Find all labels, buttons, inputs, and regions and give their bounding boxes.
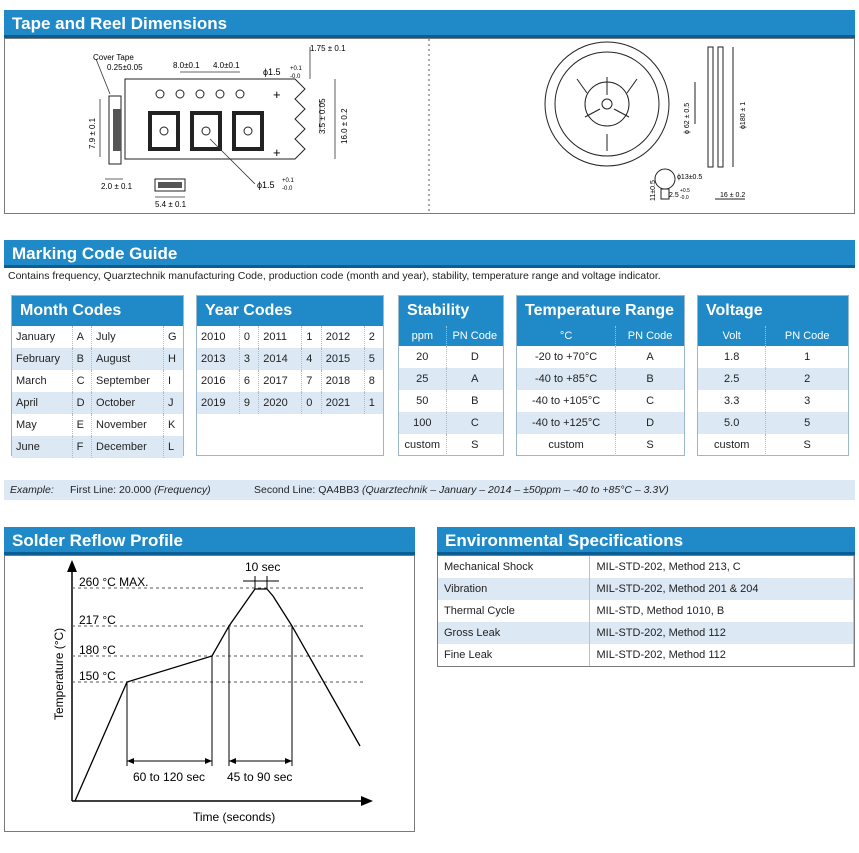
example-first: First Line: 20.000 [70,484,152,496]
table-cell: -40 to +105°C [517,390,616,412]
example-first-note: (Frequency) [154,484,211,496]
table-cell: MIL-STD-202, Method 213, C [590,556,854,578]
table-row [399,412,503,434]
reel-w16: 16 ± 0.2 [720,192,746,199]
table-cell: 2019 [197,392,239,414]
marking-section-title: Marking Code Guide [12,244,178,263]
table-row [517,390,684,412]
table-row [197,348,383,370]
table-header-row [399,326,503,346]
table-row [698,346,848,368]
table-cell: J [163,392,183,414]
table-cell: 100 [399,412,446,434]
table-cell: MIL-STD-202, Method 112 [590,622,854,644]
hole2-dia-label: ϕ1.5 [257,180,275,190]
month-codes-panel [11,295,184,456]
table-cell: 0 [239,326,258,348]
reflow-peak: 10 sec [245,560,281,574]
table-cell: custom [517,434,616,456]
table-cell: S [646,439,654,451]
reel-h11: 11±0.5 [650,180,657,201]
table-cell: 9 [239,392,258,414]
reflow-ylabel: Temperature (°C) [52,627,66,720]
table-cell: D [616,412,684,434]
reel-w25-tol-bot: -0.0 [680,195,689,201]
env-table [438,556,854,666]
table-cell: MIL-STD-202, Method 112 [590,644,854,666]
tape-drawing-panel [4,38,855,214]
stability-table [399,326,503,456]
table-row [438,644,854,666]
table-cell: 2013 [197,348,239,370]
reel-w25-tol-top: +0.5 [680,188,690,194]
table-cell: A [646,351,654,363]
table-cell: 1 [364,392,383,414]
table-row [12,348,183,370]
table-cell: January [12,326,72,348]
pitch4-label: 4.0±0.1 [213,61,240,70]
table-cell: July [92,326,164,348]
tape-section-title: Tape and Reel Dimensions [12,14,228,33]
table-row [438,578,854,600]
env-section-header [437,527,855,555]
table-cell: 2 [766,368,848,390]
solder-section-header [4,527,415,555]
table-cell: 2.5 [698,368,766,390]
table-cell: MIL-STD-202, Method 201 & 204 [590,578,854,600]
table-cell: F [72,436,91,458]
stability-title: Stability [399,296,503,326]
reflow-xlabel: Time (seconds) [193,810,276,824]
thickness-label: 0.25±0.05 [107,63,143,72]
table-cell: 4 [302,348,321,370]
cover-tape-label: Cover Tape [93,53,134,62]
table-cell: S [471,439,479,451]
year-codes-table [197,326,383,414]
table-cell: D [470,351,479,363]
reflow-span1: 60 to 120 sec [133,770,206,784]
table-cell: 1.8 [698,346,766,368]
table-cell: 3 [804,395,811,407]
tape-drawing [5,39,854,213]
table-cell: 20 [399,346,446,368]
table-row [399,390,503,412]
table-cell: 2018 [321,370,364,392]
dim20-label: 2.0 ± 0.1 [101,182,133,191]
table-cell: March [12,370,72,392]
table-cell: February [12,348,72,370]
temperature-title: Temperature Range [517,296,684,326]
table-row [438,556,854,578]
env-section-title: Environmental Specifications [445,531,684,550]
table-cell: C [72,370,91,392]
dim54-label: 5.4 ± 0.1 [155,200,187,209]
table-cell: Mechanical Shock [438,556,590,578]
table-cell: H [163,348,183,370]
edge-label: 1.75 ± 0.1 [310,44,346,53]
table-cell: -20 to +70°C [517,346,616,368]
table-cell: S [803,439,811,451]
reflow-chart [5,556,414,831]
table-cell: 1 [804,351,811,363]
table-cell: June [12,436,72,458]
table-cell: April [12,392,72,414]
table-cell: December [92,436,164,458]
table-cell: C [646,395,655,407]
column-header: PN Code [616,326,684,346]
column-header: ppm [399,326,446,346]
table-cell: 0 [302,392,321,414]
table-row [12,414,183,436]
marking-section-header [4,240,855,268]
table-row [517,368,684,390]
tape-section-header [4,10,855,38]
reel-drawing [545,42,669,166]
table-cell: 2016 [197,370,239,392]
example-label: Example: [10,484,54,496]
table-cell: -40 to +85°C [517,368,616,390]
hole2-tol-top: +0.1 [282,178,294,184]
reflow-t217: 217 °C [79,613,116,627]
table-cell: 25 [399,368,446,390]
table-cell: D [72,392,91,414]
table-cell: 2012 [321,326,364,348]
table-cell: November [92,414,164,436]
month-codes-table [12,326,183,458]
hole-dia-label: ϕ1.5 [263,67,281,77]
column-header: PN Code [766,326,848,346]
table-cell: Thermal Cycle [438,600,590,622]
table-cell: 2017 [259,370,302,392]
table-cell: 3.3 [698,390,766,412]
table-row [197,326,383,348]
table-cell: C [446,412,503,434]
table-cell: custom [698,434,766,456]
table-row [517,412,684,434]
hole-tol-top: +0.1 [290,66,302,72]
example-bar [4,480,855,500]
reflow-curve [75,589,360,801]
table-cell: 50 [399,390,446,412]
column-header: Volt [698,326,766,346]
table-cell: 5.0 [698,412,766,434]
table-cell: 7 [302,370,321,392]
reflow-span2: 45 to 90 sec [227,770,293,784]
table-cell: B [616,368,684,390]
table-header-row [517,326,684,346]
pitch8-label: 8.0±0.1 [173,61,200,70]
table-cell: E [72,414,91,436]
table-cell: 6 [239,370,258,392]
table-row [12,326,183,348]
table-header-row [698,326,848,346]
example-second: Second Line: QA4BB3 [254,484,360,496]
table-row [12,436,183,458]
table-cell: K [167,419,176,431]
reel-w25: 2.5 [669,192,679,199]
marking-description: Contains frequency, Quarztechnik manufacturing Code, production code (month and year), stability, temperature range and voltage indicator. [8,270,661,282]
table-cell: 2015 [321,348,364,370]
voltage-panel [697,295,849,456]
env-panel [437,555,855,667]
table-cell: I [167,375,172,387]
column-header: PN Code [446,326,503,346]
solder-section-title: Solder Reflow Profile [12,531,183,550]
year-codes-title: Year Codes [197,296,383,326]
table-row [399,368,503,390]
table-cell: 8 [368,375,375,387]
table-cell: October [92,392,164,414]
table-cell: 3 [239,348,258,370]
dim16-label: 16.0 ± 0.2 [340,108,349,144]
table-row [698,412,848,434]
table-cell: August [92,348,164,370]
table-row [517,346,684,368]
temperature-panel [516,295,685,456]
reel-hub13: ϕ13±0.5 [677,174,703,181]
example-second-note: (Quarztechnik – January – 2014 – ±50ppm – -40 to +85°C – 3.3V) [362,484,669,496]
reflow-t260: 260 °C MAX. [79,575,149,589]
voltage-title: Voltage [698,296,848,326]
table-cell: MIL-STD, Method 1010, B [590,600,854,622]
table-cell: B [72,348,91,370]
table-cell: 2021 [321,392,364,414]
table-cell: custom [399,434,446,456]
table-cell: 1 [302,326,321,348]
table-cell: Fine Leak [438,644,590,666]
table-cell: 2010 [197,326,239,348]
reel-dia180: ϕ180 ± 1 [740,101,747,129]
reflow-t150: 150 °C [79,669,116,683]
table-cell: G [167,331,177,343]
table-cell: 2014 [259,348,302,370]
table-cell: B [471,395,479,407]
table-row [197,392,383,414]
table-cell: 2 [368,331,375,343]
temperature-table [517,326,684,456]
table-row [438,600,854,622]
table-cell: L [163,436,183,458]
voltage-table [698,326,848,456]
table-cell: 5 [364,348,383,370]
svg-text:+: + [273,145,281,160]
table-cell: -40 to +125°C [517,412,616,434]
table-cell: Vibration [438,578,590,600]
hole2-tol-bot: -0.0 [282,186,293,192]
table-cell: Gross Leak [438,622,590,644]
solder-panel [4,555,415,832]
table-cell: 2011 [259,326,302,348]
dim35-label: 3.5 ± 0.05 [318,98,327,134]
table-cell: A [446,368,503,390]
column-header: °C [517,326,616,346]
table-cell: September [92,370,164,392]
year-codes-panel [196,295,384,456]
table-row [399,434,503,456]
table-row [399,346,503,368]
table-row [698,434,848,456]
stability-panel [398,295,504,456]
table-row [12,370,183,392]
table-cell: A [72,326,91,348]
svg-text:+: + [273,87,281,102]
table-row [517,434,684,456]
table-cell: May [12,414,72,436]
table-row [698,368,848,390]
reflow-t180: 180 °C [79,643,116,657]
hole-tol-bot: -0.0 [290,74,301,80]
table-row [197,370,383,392]
table-cell: 5 [766,412,848,434]
table-cell: 2020 [259,392,302,414]
table-row [12,392,183,414]
month-codes-title: Month Codes [12,296,183,326]
table-row [438,622,854,644]
reel-dia62: ϕ 62 ± 0.5 [684,102,691,134]
width79-label: 7.9 ± 0.1 [88,117,97,149]
table-row [698,390,848,412]
